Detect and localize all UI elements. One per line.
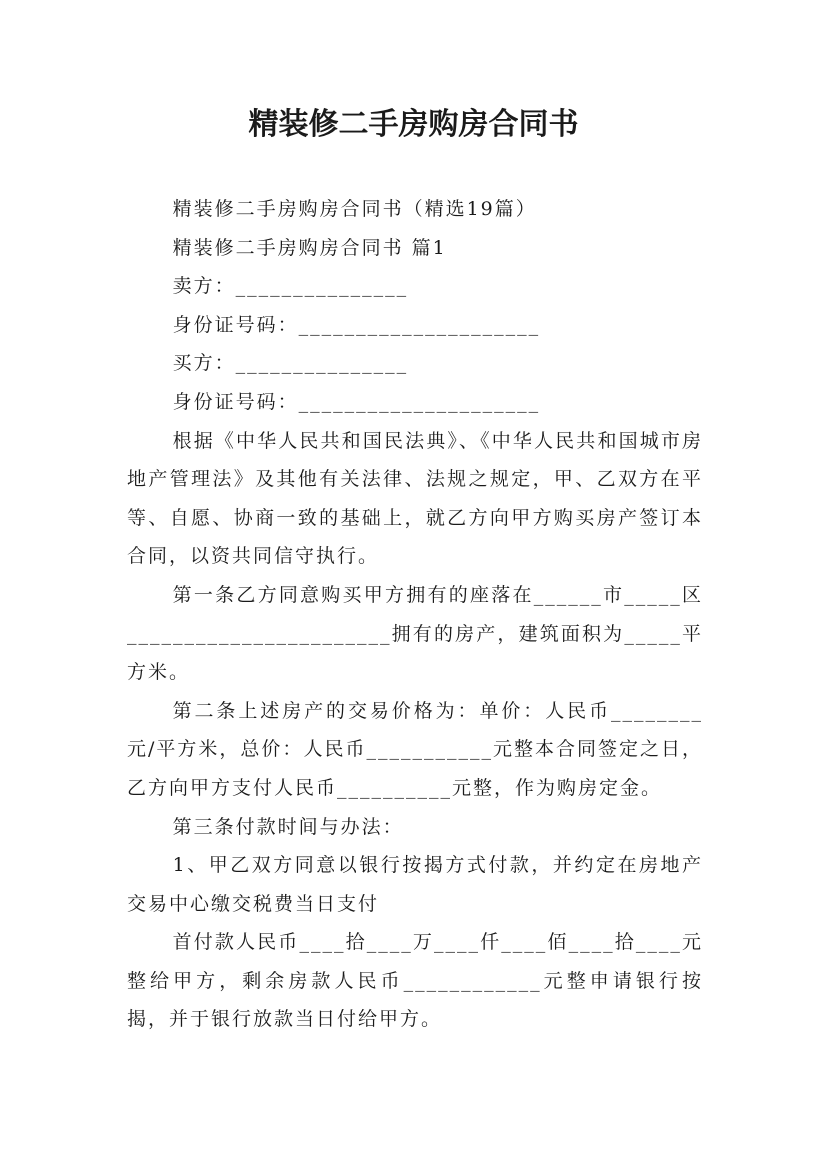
- intro-paragraph: 根据《中华人民共和国民法典》、《中华人民共和国城市房地产管理法》及其他有关法律、法规之规定，甲、乙双方在平等、自愿、协商一致的基础上，就乙方向甲方购买房产签订本合同，以资共同信守执行。: [127, 429, 703, 568]
- seller-id-line: 身份证号码：_____________________: [172, 313, 541, 336]
- article-3-down-payment: 首付款人民币____拾____万____仟____佰____拾____元整给甲方，剩余房款人民币____________元整申请银行按揭，并于银行放款当日付给甲方。: [127, 931, 703, 1031]
- article-1-paragraph: 第一条乙方同意购买甲方拥有的座落在______市_____区_______________________拥有的房产，建筑面积为_____平方米。: [127, 583, 703, 684]
- section-title-line: 精装修二手房购房合同书 篇1: [172, 236, 447, 259]
- subtitle-line: 精装修二手房购房合同书（精选19篇）: [172, 198, 537, 220]
- document-body: [127, 190, 703, 1039]
- seller-line: 卖方：_______________: [172, 275, 409, 298]
- buyer-id-line: 身份证号码：_____________________: [172, 390, 541, 413]
- article-3-heading: 第三条付款时间与办法：: [172, 815, 404, 838]
- buyer-line: 买方：_______________: [172, 352, 409, 375]
- document-title: 精装修二手房购房合同书: [248, 107, 579, 142]
- article-2-paragraph: 第二条上述房产的交易价格为：单价：人民币________元/平方米，总价：人民币___________元整本合同签定之日，乙方向甲方支付人民币__________元整，作为购房定金。: [127, 699, 703, 799]
- article-3-item-1: 1、甲乙双方同意以银行按揭方式付款，并约定在房地产交易中心缴交税费当日支付: [127, 854, 703, 915]
